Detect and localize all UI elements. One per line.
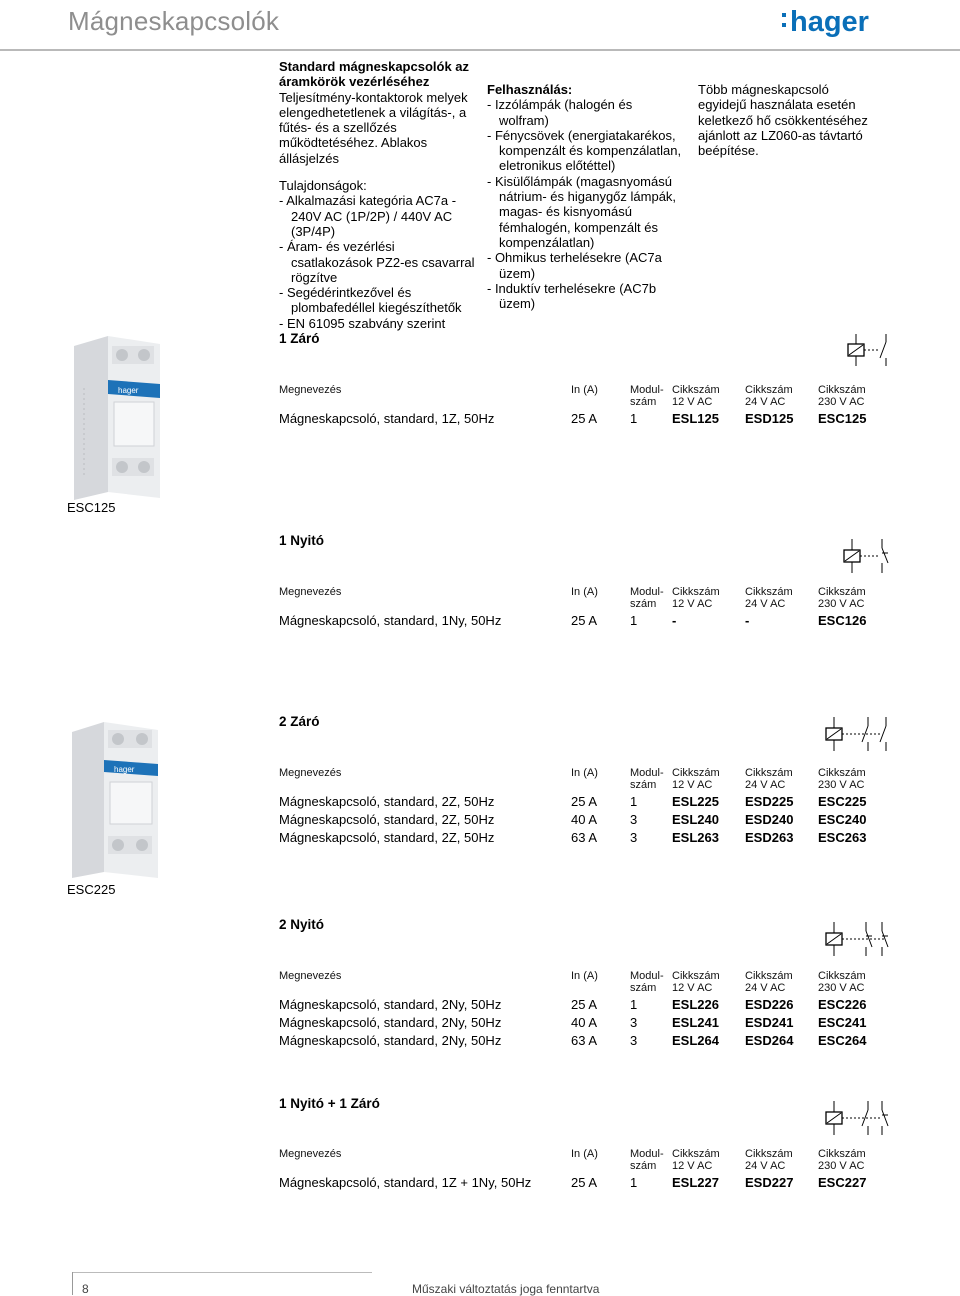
contact-symbol-icon — [820, 918, 892, 960]
col-header-24v: 24 V AC — [745, 396, 786, 408]
property-item: - Áram- és vezérlési csatlakozások PZ2-es csavarral rögzítve — [279, 239, 475, 285]
intro-text-line-3: fűtés- és a szellőzés működtetéséhez. Ablakos állásjelzés — [279, 120, 428, 166]
footer-rule — [72, 1272, 372, 1273]
col-header-module: Modul- — [630, 1148, 664, 1160]
col-header-module: Modul- — [630, 767, 664, 779]
intro-heading-line-1: Standard mágneskapcsolók az — [279, 59, 470, 74]
cell-current: 25 A — [571, 411, 598, 426]
col-header-cikk-12: Cikkszám — [672, 1148, 720, 1160]
cell-module: 1 — [630, 411, 638, 426]
cell-module: 3 — [630, 812, 638, 827]
col-header-230v: 230 V AC — [818, 779, 865, 791]
cell-name: Mágneskapcsoló, standard, 1Z + 1Ny, 50Hz — [279, 1175, 532, 1190]
cell-code-24v: ESD125 — [745, 411, 794, 426]
svg-text:hager: hager — [118, 386, 139, 395]
cell-code-230v: ESC263 — [818, 830, 867, 845]
usage-item: - Kisülőlámpák (magasnyomású nátrium- és higanygőz lámpák, magas- és kisnyomású fémhalogén, kompenzált és kompenzálatlan) — [487, 173, 677, 250]
usage-item: - Izzólámpák (halogén és wolfram) — [487, 97, 633, 128]
col-header-24v: 24 V AC — [745, 1160, 786, 1172]
col-header-name: Megnevezés — [279, 586, 342, 598]
col-header-230v: 230 V AC — [818, 1160, 865, 1172]
col-header-cikk-24: Cikkszám — [745, 970, 793, 982]
col-header-cikk-12: Cikkszám — [672, 767, 720, 779]
hager-logo-text: hager — [790, 6, 869, 38]
cell-module: 3 — [630, 1015, 638, 1030]
col-header-name: Megnevezés — [279, 767, 342, 779]
contact-symbol-icon — [836, 535, 892, 577]
page-title: Mágneskapcsolók — [68, 6, 280, 36]
intro-column-2 — [487, 82, 682, 311]
cell-module: 1 — [630, 613, 638, 628]
contact-symbol-icon — [820, 713, 892, 755]
col-header-cikk-24: Cikkszám — [745, 384, 793, 396]
cell-current: 25 A — [571, 613, 598, 628]
col-header-cikk-230: Cikkszám — [818, 586, 866, 598]
col-header-module-2: szám — [630, 982, 657, 994]
cell-code-230v: ESC240 — [818, 812, 867, 827]
footer-note: Műszaki változtatás joga fenntartva — [412, 1282, 600, 1296]
col-header-current: In (A) — [571, 384, 598, 396]
cell-name: Mágneskapcsoló, standard, 2Z, 50Hz — [279, 812, 495, 827]
col-header-230v: 230 V AC — [818, 396, 865, 408]
image-caption: ESC125 — [67, 500, 116, 515]
cell-code-230v: ESC225 — [818, 794, 867, 809]
intro-column-1 — [279, 59, 479, 331]
col-header-12v: 12 V AC — [672, 779, 713, 791]
cell-code-12v: ESL263 — [672, 830, 719, 845]
properties-heading: Tulajdonságok: — [279, 178, 367, 194]
page-number: 8 — [82, 1282, 89, 1296]
col-header-cikk-24: Cikkszám — [745, 1148, 793, 1160]
cell-code-230v: ESC227 — [818, 1175, 867, 1190]
intro-heading-line-2: áramkörök vezérléséhez — [279, 74, 430, 90]
col-header-230v: 230 V AC — [818, 598, 865, 610]
cell-name: Mágneskapcsoló, standard, 2Ny, 50Hz — [279, 1015, 502, 1030]
col-header-module-2: szám — [630, 1160, 657, 1172]
cell-code-24v: ESD227 — [745, 1175, 794, 1190]
cell-name: Mágneskapcsoló, standard, 2Ny, 50Hz — [279, 1033, 502, 1048]
col-header-12v: 12 V AC — [672, 598, 713, 610]
col-header-current: In (A) — [571, 586, 598, 598]
contactor-esc125-image — [64, 328, 168, 508]
col-header-cikk-12: Cikkszám — [672, 384, 720, 396]
usage-item: - Fénycsövek (energiatakarékos, kompenzált és kompenzálatlan, eletronikus előtéttel) — [487, 127, 682, 174]
cell-code-12v: ESL241 — [672, 1015, 719, 1030]
cell-current: 25 A — [571, 1175, 598, 1190]
cell-code-12v: ESL226 — [672, 997, 719, 1012]
header-divider — [0, 49, 960, 51]
cell-code-12v: ESL240 — [672, 812, 719, 827]
property-item: - Alkalmazási kategória AC7a - 240V AC (1P/2P) / 440V AC (3P/4P) — [279, 193, 457, 239]
col-header-cikk-24: Cikkszám — [745, 767, 793, 779]
cell-code-24v: ESD264 — [745, 1033, 794, 1048]
contact-symbol-icon — [820, 1097, 892, 1139]
col-header-module-2: szám — [630, 396, 657, 408]
property-item: - EN 61095 szabvány szerint — [279, 315, 446, 331]
cell-code-24v: - — [745, 613, 750, 628]
col-header-module-2: szám — [630, 598, 657, 610]
cell-code-24v: ESD240 — [745, 812, 794, 827]
cell-code-12v: ESL225 — [672, 794, 719, 809]
col-header-cikk-12: Cikkszám — [672, 586, 720, 598]
image-caption: ESC225 — [67, 882, 116, 897]
usage-heading: Felhasználás: — [487, 82, 573, 97]
cell-code-24v: ESD226 — [745, 997, 794, 1012]
product-table — [279, 970, 879, 1050]
col-header-name: Megnevezés — [279, 970, 342, 982]
cell-code-24v: ESD225 — [745, 794, 794, 809]
intro-text-line-1: Teljesítmény-kontaktorok melyek — [279, 89, 468, 105]
spacer-recommendation: Több mágneskapcsoló egyidejű használata esetén keletkező hő csökkentéséhez ajánlott az LZ060-as távtartó beépítése. — [698, 82, 868, 159]
col-header-module: Modul- — [630, 970, 664, 982]
cell-code-12v: ESL125 — [672, 411, 719, 426]
cell-module: 1 — [630, 794, 638, 809]
product-table — [279, 1148, 879, 1190]
col-header-current: In (A) — [571, 767, 598, 779]
section-title: 1 Záró — [279, 331, 320, 346]
cell-code-12v: ESL264 — [672, 1033, 719, 1048]
cell-code-12v: - — [672, 613, 677, 628]
product-table — [279, 384, 879, 426]
product-table — [279, 586, 879, 628]
col-header-12v: 12 V AC — [672, 982, 713, 994]
cell-code-230v: ESC126 — [818, 613, 867, 628]
cell-current: 40 A — [571, 1015, 598, 1030]
section-title: 1 Nyitó + 1 Záró — [279, 1096, 380, 1111]
cell-name: Mágneskapcsoló, standard, 2Z, 50Hz — [279, 794, 495, 809]
cell-code-230v: ESC241 — [818, 1015, 867, 1030]
intro-column-3 — [698, 82, 880, 158]
cell-module: 3 — [630, 830, 638, 845]
col-header-cikk-230: Cikkszám — [818, 970, 866, 982]
col-header-module: Modul- — [630, 586, 664, 598]
hager-logo — [780, 3, 880, 41]
product-table — [279, 767, 879, 847]
col-header-cikk-230: Cikkszám — [818, 767, 866, 779]
cell-current: 63 A — [571, 830, 598, 845]
col-header-name: Megnevezés — [279, 384, 342, 396]
svg-text:hager: hager — [114, 765, 135, 774]
cell-name: Mágneskapcsoló, standard, 2Ny, 50Hz — [279, 997, 502, 1012]
cell-name: Mágneskapcsoló, standard, 1Z, 50Hz — [279, 411, 495, 426]
col-header-current: In (A) — [571, 970, 598, 982]
section-title: 2 Nyitó — [279, 917, 325, 932]
cell-code-230v: ESC125 — [818, 411, 867, 426]
col-header-module-2: szám — [630, 779, 657, 791]
col-header-24v: 24 V AC — [745, 982, 786, 994]
col-header-cikk-230: Cikkszám — [818, 384, 866, 396]
property-item: - Segédérintkezővel és plombafedéllel kiegészíthetők — [279, 285, 462, 316]
footer-rule-vertical — [72, 1272, 73, 1295]
col-header-cikk-12: Cikkszám — [672, 970, 720, 982]
usage-item: - Induktív terhelésekre (AC7b üzem) — [487, 280, 657, 312]
cell-code-12v: ESL227 — [672, 1175, 719, 1190]
cell-code-230v: ESC226 — [818, 997, 867, 1012]
contactor-esc225-image — [64, 712, 164, 880]
cell-module: 3 — [630, 1033, 638, 1048]
col-header-module: Modul- — [630, 384, 664, 396]
cell-name: Mágneskapcsoló, standard, 2Z, 50Hz — [279, 830, 495, 845]
col-header-12v: 12 V AC — [672, 1160, 713, 1172]
cell-code-24v: ESD241 — [745, 1015, 794, 1030]
cell-current: 25 A — [571, 794, 598, 809]
col-header-230v: 230 V AC — [818, 982, 865, 994]
cell-module: 1 — [630, 997, 638, 1012]
col-header-cikk-24: Cikkszám — [745, 586, 793, 598]
intro-text-line-2: elengedhetetlenek a világítás-, a — [279, 104, 467, 120]
col-header-12v: 12 V AC — [672, 396, 713, 408]
col-header-24v: 24 V AC — [745, 598, 786, 610]
section-title: 2 Záró — [279, 714, 320, 729]
col-header-name: Megnevezés — [279, 1148, 342, 1160]
cell-code-24v: ESD263 — [745, 830, 794, 845]
usage-item: - Ohmikus terhelésekre (AC7a üzem) — [487, 250, 662, 281]
contact-symbol-icon — [840, 330, 892, 370]
cell-module: 1 — [630, 1175, 638, 1190]
section-title: 1 Nyitó — [279, 533, 325, 548]
cell-code-230v: ESC264 — [818, 1033, 867, 1048]
cell-name: Mágneskapcsoló, standard, 1Ny, 50Hz — [279, 613, 502, 628]
col-header-current: In (A) — [571, 1148, 598, 1160]
col-header-cikk-230: Cikkszám — [818, 1148, 866, 1160]
cell-current: 25 A — [571, 997, 598, 1012]
col-header-24v: 24 V AC — [745, 779, 786, 791]
cell-current: 63 A — [571, 1033, 598, 1048]
cell-current: 40 A — [571, 812, 598, 827]
